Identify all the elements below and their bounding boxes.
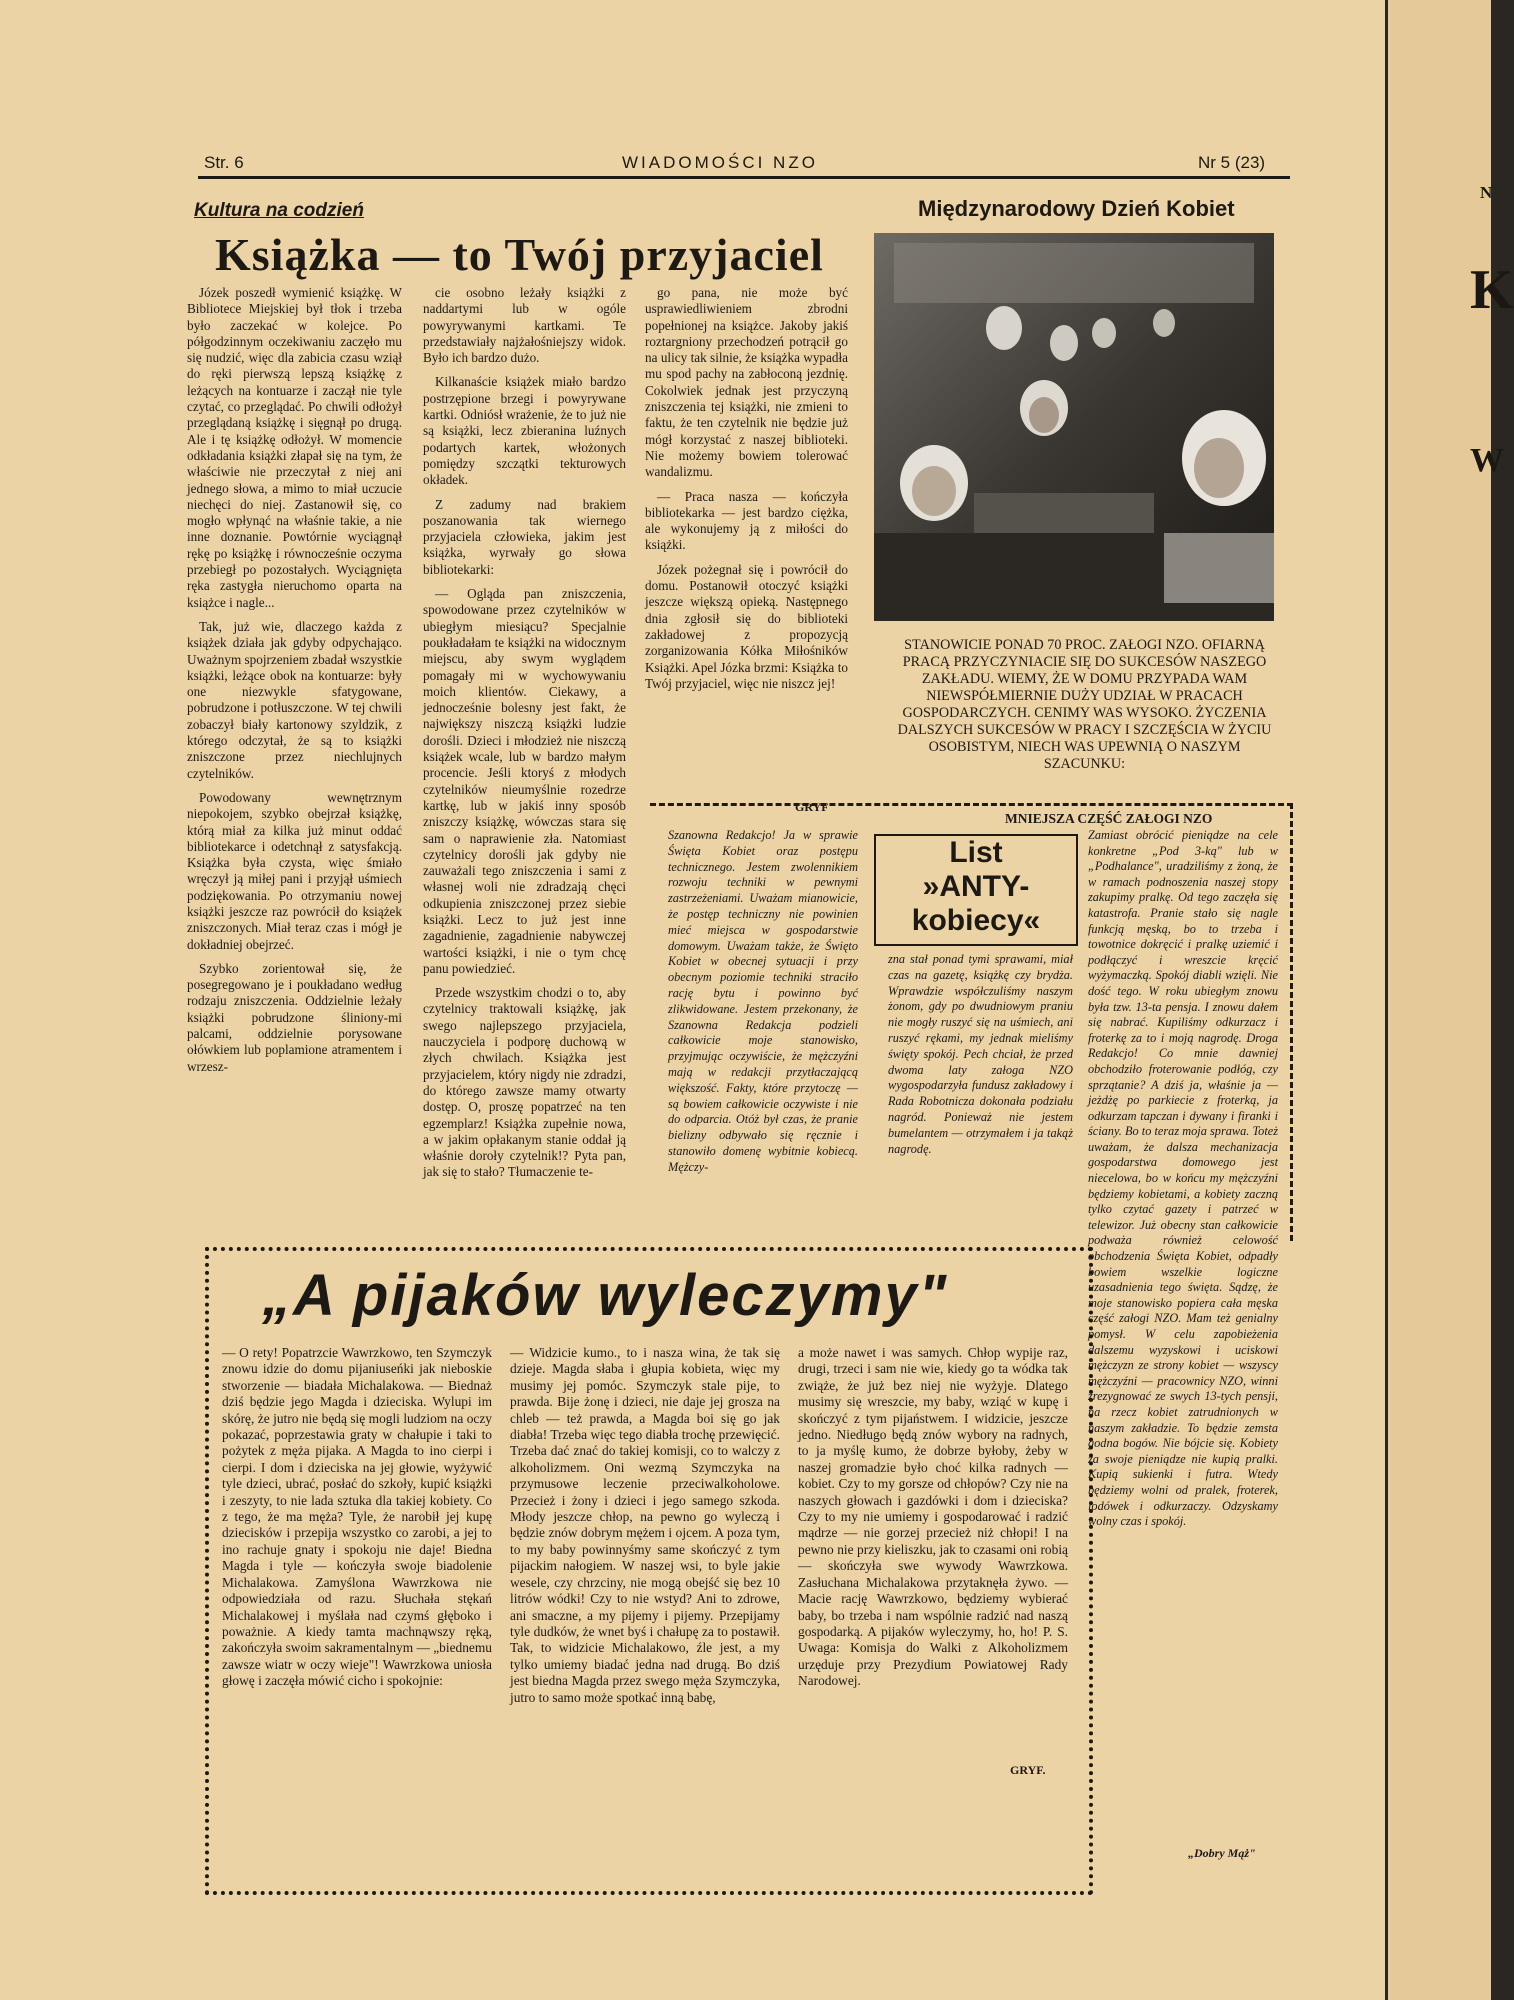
issue-number: Nr 5 (23) <box>1198 153 1266 172</box>
paragraph: Przede wszystkim chodzi o to, aby czytelnicy traktowali książkę, jak swego najlepszego przyjaciela, nauczyciela i podporę duchową w złych chwilach. Książka jest przyjacielem, który nigdy nie zdradzi, do którego zawsze mamy otwarty dostęp. O, proszę popatrzeć na ten egzemplarz! Książka zupełnie nowa, a w jakim opłakanym stanie oddał ją właśnie doroły czytelnik!? Pyta pan, jak się to stało? Tłumaczenie te- <box>423 985 626 1180</box>
article-headline: Książka — to Twój przyjaciel <box>215 229 824 280</box>
paragraph: Powodowany wewnętrznym niepokojem, szybko obejrzał książkę, którą miał za kilka już minut oddać bibliotekarce i odetchnął z satysfakcją. Książka była czysta, więc śmiało wręczył ją miłej pani i przyjął uśmiech podziękowania. Po otrzymaniu nowej książki jeszcze raz powrócił do książek zniszczonych. Miał teraz czas i mógł je dokładniej obejrzeć. <box>187 789 402 952</box>
letter-column-2: zna stał ponad tymi sprawami, miał czas na gazetę, książkę czy brydża. Wprawdzie współczuliśmy naszym żonom, gdy po dwudniowym praniu nie mogły ruszyć się na uśmiech, ani ruszyć rękami, my jednak mieliśmy święty spokój. Pech chciał, że przed dwoma laty załoga NZO wygospodarzyła fundusz zakładowy i Rada Robotnicza dokonała podziału nagród. Ponieważ nie jestem bumelantem — otrzymałem i ja takąż nagrodę. <box>888 952 1073 1156</box>
womens-day-caption: STANOWICIE PONAD 70 PROC. ZAŁOGI NZO. OFIARNĄ PRACĄ PRZYCZYNIACIE SIĘ DO SUKCESÓW NASZEGO ZAKŁADU. WIEMY, ŻE W DOMU PRZYPADA WAM NIEWSPÓŁMIERNIE DUŻY UDZIAŁ W PRACACH GOSPODARCZYCH. CENIMY WAS WYSOKO. ŻYCZENIA DALSZYCH SUKCESÓW W PRACY I SZCZĘŚCIA W ŻYCIU OSOBISTYM, NIECH WAS UPEWNIĄ O NASZYM SZACUNKU: <box>897 637 1272 772</box>
letter-signature: „Dobry Mąż" <box>1188 1846 1256 1860</box>
paragraph: Józek pożegnał się i powrócił do domu. Postanowił otoczyć książki jeszcze większą opieką. Następnego dnia zgłosił się do biblioteki zakładowej z propozycją zorganizowania Kółka Miłośników Książki. Apel Józka brzmi: Książka to Twój przyjaciel, więc nie niszcz jej! <box>645 561 848 691</box>
article2-column-3: a może nawet i was samych. Chłop wypije raz, drugi, trzeci i sam nie wie, kiedy go ta wódka tak zwiąże, że już bez niej nie wyżyje. Dlatego musimy się wreszcie, my baby, wziąć w kupę i skończyć z tym pijaństwem. I widzicie, jeszcze jedno. Niedługo będą znów wybory na radnych, to ja myślę kumo, że dobrze byłoby, żeby w naszej gromadzie było choć kilka radnych — kobiet. Czy to my gorsze od chłopów? Czy nie na naszych głowach i gazdówki i dom i dzieciska? Czy to my nie umiemy i gospodarować i radzić mądrze — nie gorzej przecież niż chłopi! I na pewno nie przy kieliszku, jak to czasami oni robią — skończyła swe wywody Wawrzkowa. Zasłuchana Michalakowa przytaknęła żywo. — Macie rację Wawrzkowo, będziemy wybierać baby, bo trzeba i nam wspólnie radzić nad naszą gospodarką. A pijaków wyleczymy, ho, ho! P. S. Uwaga: Komisja do Walki z Alkoholizmem urzęduje przy Prezydium Powiatowej Rady Narodowej. <box>798 1345 1068 1689</box>
article-column-3 <box>645 285 848 785</box>
womens-day-title: Międzynarodowy Dzień Kobiet <box>918 196 1235 221</box>
paragraph: — Ogląda pan zniszczenia, spowodowane przez czytelników w ubiegłym miesiącu? Specjalnie poukładałam te książki na widocznym miejscu, aby swym wyglądem pomagały mi w wychowywaniu moich klientów. Ciekawy, a jednocześnie bolesny jest fakt, że największy niszczą książki ludzie dorośli. Dzieci i młodzież nie niszczą książek wcale, lub w bardzo małym procencie. Jeśli ktoryś z młodych czytelników nieumyślnie rozedrze kartkę, lub w jakiś inny sposób zniszczy książkę, wówczas stara się sam o naprawienie zła. Natomiast czytelnicy dorośli jak gdyby nie zauważali tego zniszczenia i sami z własnej woli nie zdradzają chęci odkupienia zniszczonej przez siebie książki. Lecz to już jest inne zagadnienie, zagadnienie nabywczej wartości książki, i nie o tym chcę panu powiedzieć. <box>423 586 626 976</box>
paragraph: go pana, nie może być usprawiedliwieniem zbrodni popełnionej na książce. Jakoby jakiś roztargniony przechodzeń potrącił go na ulicy tak silnie, że książka wypadła mu spod pachy na zabłoconą jezdnię. Cokolwiek jednak jest przyczyną zniszczenia tej książki, nie zmieni to faktu, że ten czytelnik nie będzie już mógł korzystać z naszej biblioteki. Nie możemy bowiem tolerować wandalizmu. <box>645 285 848 480</box>
letter-column-1: Szanowna Redakcjo! Ja w sprawie Święta Kobiet oraz postępu technicznego. Jestem zwolennikiem rozwoju techniki w pewnymi zastrzeżeniami. Uważam mianowicie, że postęp techniczny nie powinien mieć miejsca w gospodarstwie domowym. Uważam także, że Święto Kobiet w obecnej sytuacji i przy obecnym poziomie techniki straciło rację bytu i powinno być zlikwidowane. Jestem przekonany, że Szanowna Redakcja podzieli całkowicie moje stanowisko, przyjmując oczywiście, że mężczyźni mają w redakcji przytłaczającą większość. Fakty, które przytoczę — są bowiem całkowicie oczywiste i nie do odparcia. Otóż był czas, że pranie bielizny odbywało się ręcznie i stanowiło domenę wybitnie kobiecą. Mężczy- <box>668 828 858 1174</box>
article2-headline: „A pijaków wyleczymy" <box>262 1263 949 1328</box>
letter-title-line-1: List <box>949 836 1003 869</box>
factory-women-photo <box>874 233 1274 621</box>
womens-day-signature: MNIEJSZA CZĘŚĆ ZAŁOGI NZO <box>1005 811 1213 826</box>
paragraph: Z zadumy nad brakiem poszanowania tak wiernego przyjaciela człowieka, jakim jest książka, wyrwały go słowa bibliotekarki: <box>423 496 626 577</box>
article-signature: GRYF <box>795 800 829 814</box>
letter-title-box <box>874 834 1078 946</box>
letter-title-line-3: kobiecy« <box>911 904 1041 937</box>
header-rule <box>198 176 1290 179</box>
paragraph: Szybko zorientował się, że posegregowano je i poukładano według rodzaju zniszczenia. Oddzielnie leżały książki pobrudzone śliniony-mi palcami, oddzielnie porysowane ołówkiem lub poplamione atramentem i wrzesz- <box>187 960 402 1074</box>
article2-column-1: — O rety! Popatrzcie Wawrzkowo, ten Szymczyk znowu idzie do domu pijaniuseńki jak nieboskie stworzenie — biadała Michalakowa. — Biednaż dziś będzie jego Magda i dzieciska. Wylupi im skórę, że jutro nie będą się mogli ludziom na oczy pokazać, poprzestawia graty w chałupie i taki to pożytek z męża pijaka. A Magda to ino cierpi i cierpi. I dom i dzieciska na jej głowie, wyżywić tyle dzieci, ubrać, posłać do szkoły, kupić książki i zeszyty, to nie lada sztuka dla takiej kobiety. Co z tego, że ma męża? Tyle, że narobił jej kupę dziecisków i przepija wszystko co zarobi, a jej to ino rachuje gnaty i spokoju nie daje! Biedna Magda i tyle — kończyła swoje biadolenie Michalakowa. Zamyślona Wawrzkowa nie odpowiedziała od razu. Słuchała stękań Michalakowej i myślała nad czymś głęboko i poważnie. A kiedy tamta machnąwszy ręką, zakończyła swoim sakramentalnym — „biednemu zawsze wiatr w oczy wieje"! Wawrzkowa uniosła głowę i zaczęła mówić cicho i spokojnie: <box>222 1345 492 1689</box>
paragraph: — Praca nasza — kończyła bibliotekarka — jest bardzo ciężka, ale wykonujemy ją z miłości do książki. <box>645 488 848 553</box>
letter-column-3: Zamiast obrócić pieniądze na cele konkretne „Pod 3-ką" lub w „Podhalance", uradziliśmy z żoną, że w ramach podnoszenia naszej stopy zakupimy pralkę. Od tego zaczęła się katastrofa. Pranie stało się nagle funkcją męską, bo to trzeba i towotnice dokręcić i pralkę uziemić i podłączyć i wreszcie kręcić wyżymaczką. Spokój diabli wzięli. Nie dość tego. W roku ubiegłym znowu była tzw. 13-ta pensja. I znowu dałem się nabrać. Kupiliśmy odkurzacz i froterkę za to i moją nagrodę. Droga Redakcjo! Co mnie dawniej obchodziło froterowanie podłóg, czy sprzątanie? A dziś ja, właśnie ja — jeżdżę po parkiecie z froterką, ja odkurzam tapczan i dywany i firanki i ściany. Bo to teraz moja sprawa. Toteż uważam, że dalsza mechanizacja gospodarstwa domowego jest niecelowa, bo w końcu my mężczyźni będziemy kobietami, a kobiety zaczną tylko czytać gazety i patrzeć w telewizor. Już obecny stan całkowicie podważa również celowość obchodzenia Święta Kobiet, odpadły bowiem wszelkie logiczne uzasadnienia tego święta. Sądzę, że moje stanowisko popiera cała męska część załogi NZO. Mam też genialny pomysł. W celu zapobieżenia dalszemu wyzyskowi i uciskowi mężczyzn ze strony kobiet — wszyscy mężczyźni — pracownicy NZO, winni zrezygnować ze swych 13-tych pensji, na rzecz kobiet zatrudnionych w naszym zakładzie. To będzie zemsta godna bogów. Nie bójcie się. Kobiety za swoje pieniądze nie kupią pralki. Kupią sukienki i futra. Wtedy będziemy wolni od pralek, froterek, lodówek i odkurzaczy. Odzyskamy wolny czas i spokój. <box>1088 828 1278 1529</box>
article-column-1 <box>187 285 402 1180</box>
article2-signature: GRYF. <box>1010 1763 1046 1777</box>
paragraph: Kilkanaście książek miało bardzo postrzępione brzegi i powyrywane kartki. Odniósł wrażenie, że to już nie są książki, lecz zbieranina luźnych podartych kartek, włożonych pomiędzy szczątki tekturowych okładek. <box>423 374 626 488</box>
next-page-edge <box>1385 0 1514 2000</box>
newspaper-title: WIADOMOŚCI NZO <box>622 153 818 172</box>
page-number: Str. 6 <box>204 153 244 172</box>
letter-title-line-2: »ANTY- <box>922 870 1030 903</box>
paragraph: cie osobno leżały książki z naddartymi lub w ogóle powyrywanymi kartkami. Te przedstawiały najżałośniejszy widok. Było ich bardzo dużo. <box>423 285 626 366</box>
paragraph: Tak, już wie, dlaczego każda z książek działa jak gdyby odpychająco. Uważnym spojrzeniem zbadał wszystkie książki, leżące obok na kontuarze: były one niezwykle sfatygowane, pobrudzone i potłuszczone. W tej chwili zobaczył biały kartonowy szyldzik, z którego odczytał, że są to książki zniszczone przez niechlujnych czytelników. <box>187 618 402 781</box>
section-label: Kultura na codzień <box>194 200 364 221</box>
photo-illustration <box>874 233 1274 621</box>
paragraph: Józek poszedł wymienić książkę. W Bibliotece Miejskiej był tłok i trzeba było zaczekać w kolejce. Po półgodzinnym oczekiwaniu zaczęło mu się nudzić, więc dla zabicia czasu wziął do ręki pierwszą lepszą książkę z leżących na kontuarze i zaczął nie tyle czytać, co przeglądać. Po chwili odłożył przeglądaną książkę i sięgnął po drugą. Ale i tę książkę odłożył. W momencie odkładania książki złapał się na tym, że właściwie nie przeczytał z niej ani jednego słowa, a mimo to miał uczucie niechęci do niej. Zastanowił się, co mogło wpłynąć na właśnie takie, a nie inne doznanie. Powtórnie wyciągnął rękę po książkę i równocześnie oczyma przebiegł po pozostałych. Wyciągnięta ręka zastygła nieruchomo oparta na książce i nagle... <box>187 285 402 610</box>
edge-letter: W <box>1470 442 1504 479</box>
edge-letter: N <box>1480 183 1493 202</box>
article-column-2 <box>423 285 626 1180</box>
edge-letter: K <box>1470 259 1514 321</box>
article2-column-2: — Widzicie kumo., to i nasza wina, że tak się dzieje. Magda słaba i głupia kobieta, więc my musimy jej pomóc. Szymczyk stale pije, to prawda. Bije żonę i dzieci, nie daje jej grosza na chleb — też prawda, a Magda boi się go jak diabła! Trzeba więc tego diabła trochę przewięcić. Trzeba dać znać do takiej komisji, co to walczy z alkoholizmem. Oni wezmą Szymczyka na przymusowe leczenie przeciwalkoholowe. Przecież i żony i dzieci i jego samego szkoda. Młody jeszcze chłop, na pewno go wyleczą i będzie znów dobrym mężem i ojcem. A poza tym, to my baby powinnyśmy same skończyć z tym pijackim nałogiem. W naszej wsi, to byle jakie wesele, czy chrzciny, nie mogą obejść się bez 10 litrów wódki! Czy to nie wstyd? Ani to zdrowe, ani smaczne, a my pijemy i pijemy. Przepijamy tyle dudków, że wnet byś i chałupę za to postawił. Tak, to widzicie Michalakowo, źle jest, a my tylko umiemy biadać jedna nad drugą. Bo dziś jest biedna Magda przez swego męża Szymczyka, jutro to samo może spotkać inną babę, <box>510 1345 780 1705</box>
